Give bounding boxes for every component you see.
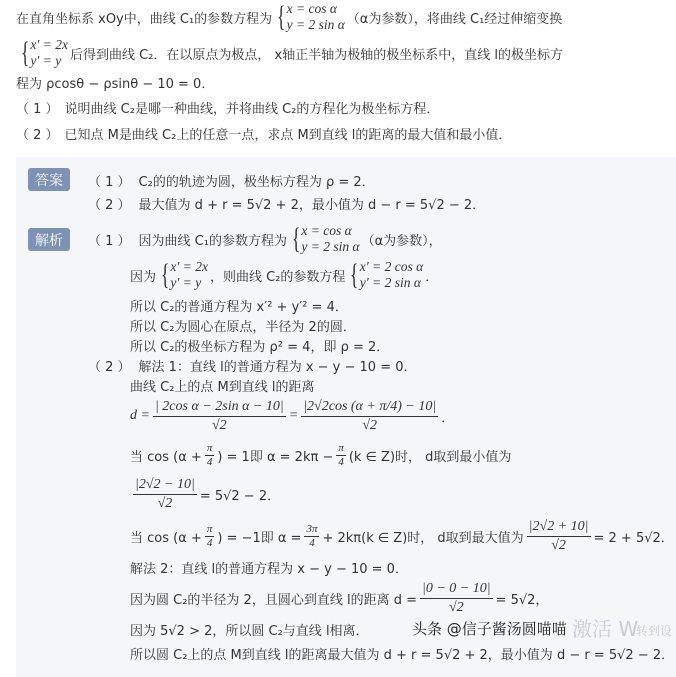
text: (k ∈ Z)时， d取到最小值为 bbox=[348, 449, 512, 465]
question-1 bbox=[16, 98, 439, 116]
numerator: |2√2cos (α + π/4) − 10| bbox=[301, 398, 438, 417]
analysis-line bbox=[130, 296, 348, 314]
text: 因为圆 C₂的半径为 2，且圆心到直线 l的距离 d = bbox=[130, 592, 417, 608]
fraction bbox=[420, 580, 493, 617]
text: 所以 C₂的极坐标方程为 ρ² = 4，即 ρ = 2． bbox=[130, 339, 390, 355]
text: ． bbox=[425, 269, 439, 285]
analysis-line bbox=[130, 336, 389, 354]
eq: y = 2 sin α bbox=[301, 239, 360, 254]
fraction bbox=[336, 442, 346, 469]
eq: y′ = y bbox=[170, 275, 202, 290]
denominator: √2 bbox=[157, 495, 173, 511]
equation-system: { x′ = 2x y′ = y bbox=[160, 258, 208, 291]
analysis-line bbox=[130, 258, 438, 292]
text: 解法 2：直线 l的普通方程为 x − y − 10 = 0． bbox=[130, 561, 408, 577]
analysis-line bbox=[130, 316, 356, 334]
eq: y = 2 sin α bbox=[286, 17, 345, 32]
text: C₂的的轨迹为圆，极坐标方程为 ρ = 2． bbox=[138, 174, 375, 190]
label: （ 1 ） bbox=[88, 174, 131, 190]
fraction bbox=[205, 523, 215, 550]
question-2 bbox=[16, 124, 511, 142]
numerator: π bbox=[206, 522, 213, 535]
label: （ 2 ） bbox=[16, 127, 59, 143]
text: 所以 C₂的普通方程为 x′² + y′² = 4． bbox=[130, 299, 348, 315]
analysis-line bbox=[130, 644, 674, 662]
equation-system: { x = cos α y = 2 sin α bbox=[277, 0, 345, 33]
eq: y′ = 2 sin α bbox=[359, 275, 421, 290]
text: （α为参数），将曲线 C₁经过伸缩变换 bbox=[346, 11, 563, 27]
analysis-line bbox=[130, 558, 408, 576]
text: 当 cos (α + bbox=[130, 449, 202, 465]
label: （ 1 ） bbox=[88, 233, 131, 249]
text: 最大值为 d + r = 5√2 + 2，最小值为 d − r = 5√2 − 2． bbox=[138, 197, 486, 213]
fraction bbox=[133, 476, 197, 513]
fraction bbox=[304, 523, 319, 550]
text: （α为参数）， bbox=[361, 233, 442, 249]
text: + 2kπ(k ∈ Z)时， d取到最大值为 bbox=[322, 530, 524, 546]
analysis-line bbox=[130, 516, 674, 556]
denominator: √2 bbox=[362, 417, 378, 433]
analysis-line bbox=[130, 438, 511, 472]
text: 因为曲线 C₁的参数方程为 bbox=[138, 233, 287, 249]
activation-watermark-sub: 转到设 bbox=[636, 624, 673, 638]
analysis-line bbox=[130, 578, 548, 618]
numerator: π bbox=[338, 441, 344, 454]
text: = 2 + 5√2． bbox=[593, 530, 674, 546]
answer-2 bbox=[88, 194, 485, 212]
author-watermark: 头条 @信子酱汤圆喵喵 bbox=[412, 620, 567, 638]
equation-system: { x′ = 2 cos α y′ = 2 sin α bbox=[350, 258, 424, 291]
fraction bbox=[153, 398, 286, 435]
label: （ 1 ） bbox=[16, 101, 59, 117]
denominator: 4 bbox=[206, 455, 213, 468]
analysis-line bbox=[130, 396, 454, 436]
text: ，则曲线 C₂的参数方程 bbox=[209, 269, 346, 285]
problem-line-2 bbox=[16, 36, 563, 70]
eq: x′ = 2x bbox=[30, 37, 68, 52]
analysis-line bbox=[130, 474, 280, 514]
analysis-line bbox=[88, 356, 417, 374]
answer-badge: 答案 bbox=[28, 168, 70, 191]
denominator: √2 bbox=[212, 417, 227, 433]
text: 已知点 M是曲线 C₂上的任意一点，求点 M到直线 l的距离的最大值和最小值． bbox=[64, 127, 512, 143]
text: = 5√2 − 2． bbox=[199, 488, 281, 504]
text: 因为 5√2 > 2，所以圆 C₂与直线 l相离． bbox=[130, 623, 369, 639]
text: ) = 1即 α = 2kπ − bbox=[217, 449, 334, 465]
text: 所以 C₂为圆心在原点，半径为 2的圆． bbox=[130, 319, 356, 335]
text: ． bbox=[441, 410, 455, 426]
equation-system: { x = cos α y = 2 sin α bbox=[291, 222, 360, 255]
text: 解法 1：直线 l的普通方程为 x − y − 10 = 0． bbox=[138, 359, 417, 375]
text: ) = −1即 α = bbox=[217, 530, 302, 546]
problem-line-3 bbox=[16, 73, 214, 91]
numerator: π bbox=[206, 441, 213, 454]
denominator: 4 bbox=[206, 536, 213, 549]
text: = 5√2， bbox=[495, 592, 549, 608]
denominator: 4 bbox=[338, 455, 344, 468]
activation-watermark: 激活 W bbox=[572, 617, 639, 641]
label: （ 2 ） bbox=[88, 359, 131, 375]
eq: y′ = y bbox=[30, 53, 62, 68]
answer-1 bbox=[88, 171, 375, 189]
text: d = bbox=[130, 408, 150, 423]
fraction bbox=[205, 442, 215, 469]
text: 曲线 C₂上的点 M到直线 l的距离 bbox=[130, 379, 315, 395]
eq: x = cos α bbox=[301, 223, 352, 238]
analysis-badge: 解析 bbox=[28, 228, 70, 251]
numerator: |2√2 + 10| bbox=[527, 518, 591, 537]
analysis-line bbox=[130, 376, 315, 394]
text: 所以圆 C₂上的点 M到直线 l的距离最大值为 d + r = 5√2 + 2，最小值为 d − r = 5√2 − 2． bbox=[130, 647, 675, 663]
eq: x′ = 2 cos α bbox=[359, 259, 424, 274]
numerator: |2√2 − 10| bbox=[133, 476, 197, 495]
text: 后得到曲线 C₂．在以原点为极点， x轴正半轴为极轴的极坐标系中，直线 l的极坐标方 bbox=[69, 47, 563, 63]
text: 因为 bbox=[130, 269, 157, 285]
text: 当 cos (α + bbox=[130, 530, 202, 546]
equation-system: { x′ = 2x y′ = y bbox=[20, 36, 68, 69]
label: （ 2 ） bbox=[88, 197, 131, 213]
eq: x′ = 2x bbox=[170, 259, 208, 274]
text: 程为 ρcosθ − ρsinθ − 10 = 0． bbox=[16, 76, 215, 92]
text: = bbox=[288, 408, 299, 423]
numerator: | 2cos α − 2sin α − 10| bbox=[153, 398, 286, 417]
analysis-line bbox=[88, 222, 442, 256]
fraction bbox=[301, 398, 438, 435]
denominator: √2 bbox=[448, 599, 464, 615]
numerator: 3π bbox=[306, 522, 318, 535]
fraction bbox=[527, 518, 591, 555]
problem-line-1 bbox=[16, 0, 562, 34]
analysis-line bbox=[130, 620, 369, 638]
denominator: √2 bbox=[551, 537, 566, 553]
numerator: |0 − 0 − 10| bbox=[420, 580, 493, 599]
text: 说明曲线 C₂是哪一种曲线，并将曲线 C₂的方程化为极坐标方程． bbox=[64, 101, 440, 117]
eq: x = cos α bbox=[286, 1, 337, 16]
denominator: 4 bbox=[309, 536, 315, 549]
text: 在直角坐标系 xOy中，曲线 C₁的参数方程为 bbox=[16, 11, 273, 27]
